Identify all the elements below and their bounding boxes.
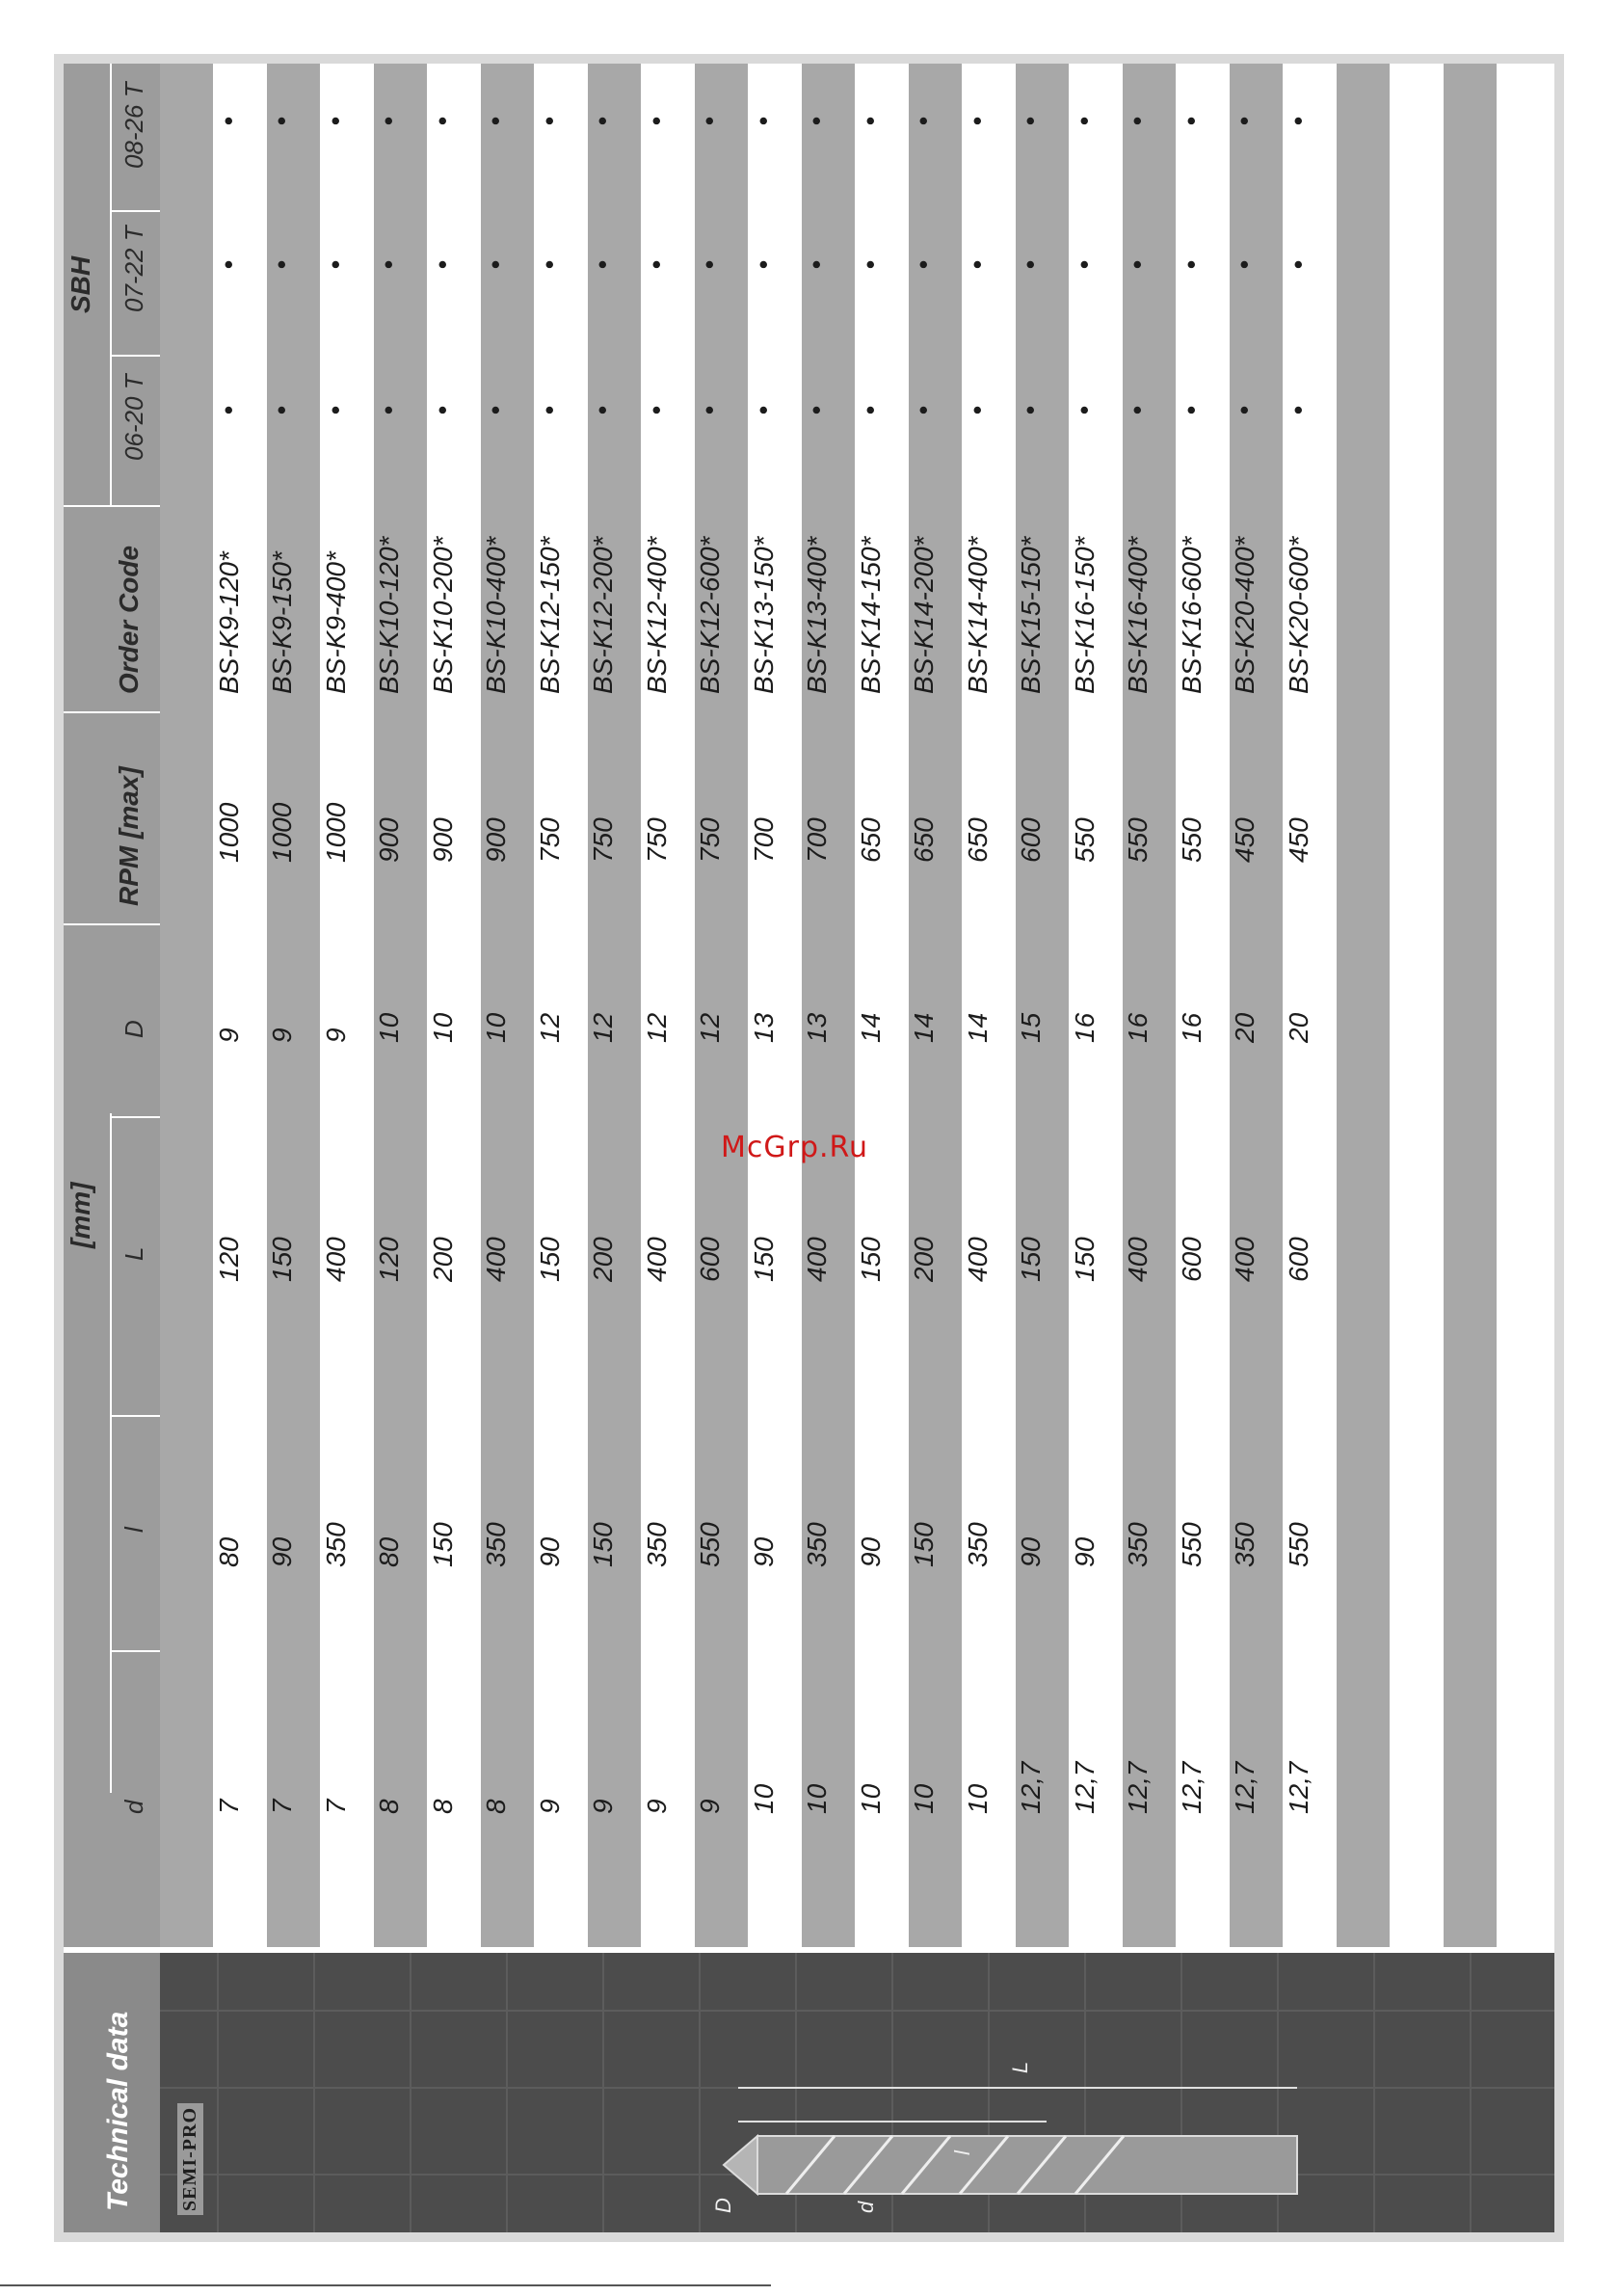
col-divider	[110, 1116, 160, 1118]
compatibility-dot: •	[1283, 116, 1313, 125]
compatibility-dot: •	[802, 405, 831, 414]
cell-D: 16	[1176, 1012, 1207, 1043]
dim-D-label: D	[711, 2198, 735, 2213]
compatibility-dot: •	[1176, 405, 1206, 414]
cell-code: BS-K14-200*	[909, 536, 939, 694]
cell-code: BS-K9-150*	[267, 551, 297, 694]
cell-l: 90	[267, 1536, 297, 1567]
cell-l: 350	[802, 1522, 832, 1567]
cell-L: 400	[1230, 1237, 1260, 1282]
cell-d: 12,7	[1016, 1761, 1046, 1814]
cell-L: 400	[481, 1237, 511, 1282]
cell-l: 550	[1283, 1522, 1313, 1567]
compatibility-dot: •	[695, 259, 724, 269]
table-row	[535, 64, 588, 1947]
table-row	[374, 64, 427, 1947]
mm-label: [mm]	[66, 1182, 95, 1248]
cell-code: BS-K16-600*	[1176, 536, 1207, 694]
technical-data-header	[64, 1953, 160, 2232]
compatibility-dot: •	[427, 116, 457, 125]
watermark: McGrp.Ru	[721, 1131, 869, 1164]
dim-L-label: L	[1008, 2061, 1032, 2073]
cell-rpm: 900	[374, 817, 404, 863]
cell-L: 150	[267, 1237, 297, 1282]
col-divider	[64, 505, 160, 507]
compatibility-dot: •	[1176, 259, 1206, 269]
technical-data-title: Technical data	[102, 2011, 134, 2211]
compatibility-dot: •	[695, 405, 724, 414]
cell-d: 10	[855, 1783, 886, 1814]
cell-l: 80	[213, 1536, 244, 1567]
cell-D: 13	[802, 1012, 832, 1043]
cell-l: 350	[1123, 1522, 1153, 1567]
table-row	[1284, 64, 1337, 1947]
compatibility-dot: •	[962, 259, 992, 269]
cell-L: 200	[909, 1237, 939, 1282]
compatibility-dot: •	[267, 259, 296, 269]
table-row	[1230, 64, 1283, 1947]
compatibility-dot: •	[1069, 405, 1099, 414]
cell-l: 90	[534, 1536, 565, 1567]
cell-D: 14	[962, 1012, 993, 1043]
cell-code: BS-K13-150*	[748, 536, 779, 694]
table-row-spacer	[1391, 64, 1444, 1947]
compatibility-dot: •	[748, 405, 778, 414]
cell-L: 150	[534, 1237, 565, 1282]
cell-l: 80	[374, 1536, 404, 1567]
brick-drill-graphic	[160, 1953, 1554, 2232]
footer-rule	[0, 2284, 771, 2286]
dim-l-label: l	[950, 2150, 974, 2155]
cell-l: 350	[641, 1522, 672, 1567]
model-07-22-header: 07-22 T	[119, 226, 148, 312]
cell-d: 12,7	[1176, 1761, 1207, 1814]
cell-d: 9	[641, 1799, 672, 1814]
order-code-header: Order Code	[114, 545, 144, 694]
table-row	[267, 64, 320, 1947]
cell-L: 600	[1176, 1237, 1207, 1282]
cell-rpm: 550	[1069, 817, 1100, 863]
cell-D: 16	[1069, 1012, 1100, 1043]
cell-rpm: 650	[855, 817, 886, 863]
cell-L: 200	[427, 1237, 458, 1282]
compatibility-dot: •	[534, 405, 564, 414]
compatibility-dot: •	[909, 259, 938, 269]
compatibility-dot: •	[1069, 116, 1099, 125]
compatibility-dot: •	[962, 405, 992, 414]
compatibility-dot: •	[534, 116, 564, 125]
compatibility-dot: •	[267, 405, 296, 414]
cell-d: 7	[213, 1799, 244, 1814]
cell-code: BS-K14-400*	[962, 536, 993, 694]
compatibility-dot: •	[802, 259, 831, 269]
table-row	[909, 64, 962, 1947]
col-divider	[64, 711, 160, 713]
cell-d: 10	[962, 1783, 993, 1814]
sbh-divider	[110, 64, 112, 507]
cell-D: 20	[1230, 1012, 1260, 1043]
cell-D: 10	[374, 1012, 404, 1043]
cell-code: BS-K12-200*	[588, 536, 618, 694]
compatibility-dot: •	[1123, 405, 1152, 414]
cell-L: 400	[962, 1237, 993, 1282]
cell-code: BS-K9-400*	[320, 551, 351, 694]
table-row	[321, 64, 374, 1947]
cell-code: BS-K10-400*	[481, 536, 511, 694]
compatibility-dot: •	[1230, 405, 1259, 414]
table-row	[856, 64, 909, 1947]
table-row-spacer	[1337, 64, 1390, 1947]
cell-D: 10	[481, 1012, 511, 1043]
table-row	[963, 64, 1016, 1947]
compatibility-dot: •	[748, 116, 778, 125]
cell-l: 90	[1016, 1536, 1046, 1567]
cell-code: BS-K10-200*	[427, 536, 458, 694]
cell-d: 12,7	[1123, 1761, 1153, 1814]
cell-D: 16	[1123, 1012, 1153, 1043]
compatibility-dot: •	[213, 405, 243, 414]
cell-D: 13	[748, 1012, 779, 1043]
compatibility-dot: •	[320, 405, 350, 414]
compatibility-dot: •	[1069, 259, 1099, 269]
table-row	[1070, 64, 1123, 1947]
cell-rpm: 700	[802, 817, 832, 863]
mm-divider	[110, 1113, 112, 1793]
cell-rpm: 700	[748, 817, 779, 863]
cell-L: 400	[641, 1237, 672, 1282]
table-header	[64, 64, 160, 1947]
compatibility-dot: •	[1016, 259, 1045, 269]
compatibility-dot: •	[374, 405, 403, 414]
compatibility-dot: •	[641, 116, 671, 125]
cell-d: 12,7	[1283, 1761, 1313, 1814]
table-row	[214, 64, 267, 1947]
compatibility-dot: •	[1176, 116, 1206, 125]
table-row	[695, 64, 748, 1947]
compatibility-dot: •	[1016, 405, 1045, 414]
cell-l: 90	[855, 1536, 886, 1567]
compatibility-dot: •	[213, 259, 243, 269]
cell-code: BS-K12-400*	[641, 536, 672, 694]
cell-rpm: 900	[481, 817, 511, 863]
cell-l: 350	[320, 1522, 351, 1567]
cell-rpm: 1000	[320, 802, 351, 863]
compatibility-dot: •	[909, 116, 938, 125]
table-row-spacer	[160, 64, 213, 1947]
compatibility-dot: •	[588, 405, 617, 414]
cell-code: BS-K16-400*	[1123, 536, 1153, 694]
cell-d: 9	[695, 1799, 725, 1814]
cell-L: 400	[1123, 1237, 1153, 1282]
col-divider	[110, 1415, 160, 1417]
cell-D: 14	[855, 1012, 886, 1043]
cell-D: 14	[909, 1012, 939, 1043]
rpm-header: RPM [max]	[114, 766, 144, 906]
compatibility-dot: •	[1230, 259, 1259, 269]
cell-d: 10	[909, 1783, 939, 1814]
cell-rpm: 750	[588, 817, 618, 863]
compatibility-dot: •	[534, 259, 564, 269]
sbh-header: SBH	[66, 255, 95, 313]
cell-code: BS-K12-150*	[534, 536, 565, 694]
cell-l: 550	[1176, 1522, 1207, 1567]
drill-illustration	[160, 1953, 1554, 2232]
cell-D: 12	[641, 1012, 672, 1043]
cell-l: 550	[695, 1522, 725, 1567]
cell-D: 9	[267, 1028, 297, 1043]
table-row	[428, 64, 481, 1947]
col-d-header: d	[119, 1800, 148, 1814]
compatibility-dot: •	[1283, 405, 1313, 414]
compatibility-dot: •	[267, 116, 296, 125]
compatibility-dot: •	[855, 116, 885, 125]
cell-code: BS-K20-600*	[1283, 536, 1313, 694]
cell-code: BS-K16-150*	[1069, 536, 1100, 694]
col-divider	[110, 355, 160, 357]
cell-l: 90	[1069, 1536, 1100, 1567]
cell-rpm: 450	[1230, 817, 1260, 863]
col-divider	[110, 1650, 160, 1652]
compatibility-dot: •	[320, 259, 350, 269]
cell-code: BS-K9-120*	[213, 551, 244, 694]
compatibility-dot: •	[855, 405, 885, 414]
cell-L: 600	[695, 1237, 725, 1282]
compatibility-dot: •	[802, 116, 831, 125]
compatibility-dot: •	[855, 259, 885, 269]
cell-L: 120	[374, 1237, 404, 1282]
table-row	[642, 64, 695, 1947]
cell-D: 12	[695, 1012, 725, 1043]
cell-l: 90	[748, 1536, 779, 1567]
compatibility-dot: •	[481, 405, 510, 414]
compatibility-dot: •	[641, 405, 671, 414]
col-D-header: D	[119, 1020, 148, 1038]
cell-D: 12	[534, 1012, 565, 1043]
compatibility-dot: •	[427, 405, 457, 414]
cell-L: 150	[1016, 1237, 1046, 1282]
compatibility-dot: •	[481, 116, 510, 125]
cell-rpm: 750	[641, 817, 672, 863]
compatibility-dot: •	[1230, 116, 1259, 125]
cell-l: 150	[588, 1522, 618, 1567]
cell-d: 8	[427, 1799, 458, 1814]
cell-d: 7	[267, 1799, 297, 1814]
dim-d-label: d	[854, 2201, 878, 2213]
cell-code: BS-K13-400*	[802, 536, 832, 694]
cell-d: 7	[320, 1799, 351, 1814]
cell-l: 350	[1230, 1522, 1260, 1567]
table-row	[1016, 64, 1069, 1947]
cell-rpm: 550	[1123, 817, 1153, 863]
table-row	[1177, 64, 1230, 1947]
compatibility-dot: •	[695, 116, 724, 125]
table-row	[1123, 64, 1176, 1947]
cell-D: 10	[427, 1012, 458, 1043]
cell-rpm: 750	[695, 817, 725, 863]
cell-d: 10	[802, 1783, 832, 1814]
mm-group-header	[64, 1137, 160, 1330]
compatibility-dot: •	[320, 116, 350, 125]
cell-d: 8	[374, 1799, 404, 1814]
cell-L: 600	[1283, 1237, 1313, 1282]
model-06-20-header: 06-20 T	[119, 374, 148, 461]
cell-D: 15	[1016, 1012, 1046, 1043]
cell-rpm: 450	[1283, 817, 1313, 863]
table-row	[749, 64, 802, 1947]
cell-L: 150	[855, 1237, 886, 1282]
cell-D: 20	[1283, 1012, 1313, 1043]
cell-d: 9	[534, 1799, 565, 1814]
compatibility-dot: •	[1016, 116, 1045, 125]
cell-rpm: 550	[1176, 817, 1207, 863]
compatibility-dot: •	[1283, 259, 1313, 269]
cell-code: BS-K14-150*	[855, 536, 886, 694]
cell-l: 150	[909, 1522, 939, 1567]
compatibility-dot: •	[909, 405, 938, 414]
cell-code: BS-K10-120*	[374, 536, 404, 694]
cell-rpm: 750	[534, 817, 565, 863]
compatibility-dot: •	[374, 116, 403, 125]
compatibility-dot: •	[588, 259, 617, 269]
compatibility-dot: •	[1123, 259, 1152, 269]
cell-D: 12	[588, 1012, 618, 1043]
cell-l: 350	[962, 1522, 993, 1567]
cell-l: 150	[427, 1522, 458, 1567]
cell-L: 200	[588, 1237, 618, 1282]
cell-L: 120	[213, 1237, 244, 1282]
compatibility-dot: •	[641, 259, 671, 269]
table-row-spacer	[1444, 64, 1497, 1947]
col-divider	[64, 923, 160, 925]
compatibility-dot: •	[748, 259, 778, 269]
col-l-header: l	[119, 1527, 148, 1533]
cell-rpm: 650	[909, 817, 939, 863]
model-08-26-header: 08-26 T	[119, 82, 148, 169]
compatibility-dot: •	[427, 259, 457, 269]
cell-D: 9	[320, 1028, 351, 1043]
cell-rpm: 600	[1016, 817, 1046, 863]
table-row	[588, 64, 641, 1947]
cell-d: 10	[748, 1783, 779, 1814]
col-L-header: L	[119, 1246, 148, 1261]
cell-D: 9	[213, 1028, 244, 1043]
table-row	[481, 64, 534, 1947]
compatibility-dot: •	[213, 116, 243, 125]
compatibility-dot: •	[481, 259, 510, 269]
compatibility-dot: •	[962, 116, 992, 125]
table-row	[802, 64, 855, 1947]
semi-pro-logo: SEMI-PRO	[177, 2103, 203, 2215]
cell-rpm: 1000	[267, 802, 297, 863]
cell-L: 400	[802, 1237, 832, 1282]
cell-rpm: 900	[427, 817, 458, 863]
cell-d: 8	[481, 1799, 511, 1814]
cell-code: BS-K20-400*	[1230, 536, 1260, 694]
cell-code: BS-K12-600*	[695, 536, 725, 694]
compatibility-dot: •	[588, 116, 617, 125]
cell-l: 350	[481, 1522, 511, 1567]
cell-L: 150	[1069, 1237, 1100, 1282]
cell-rpm: 650	[962, 817, 993, 863]
compatibility-dot: •	[374, 259, 403, 269]
cell-code: BS-K15-150*	[1016, 536, 1046, 694]
cell-L: 150	[748, 1237, 779, 1282]
compatibility-dot: •	[1123, 116, 1152, 125]
cell-L: 400	[320, 1237, 351, 1282]
cell-d: 12,7	[1230, 1761, 1260, 1814]
cell-d: 12,7	[1069, 1761, 1100, 1814]
cell-rpm: 1000	[213, 802, 244, 863]
col-divider	[110, 210, 160, 212]
cell-d: 9	[588, 1799, 618, 1814]
